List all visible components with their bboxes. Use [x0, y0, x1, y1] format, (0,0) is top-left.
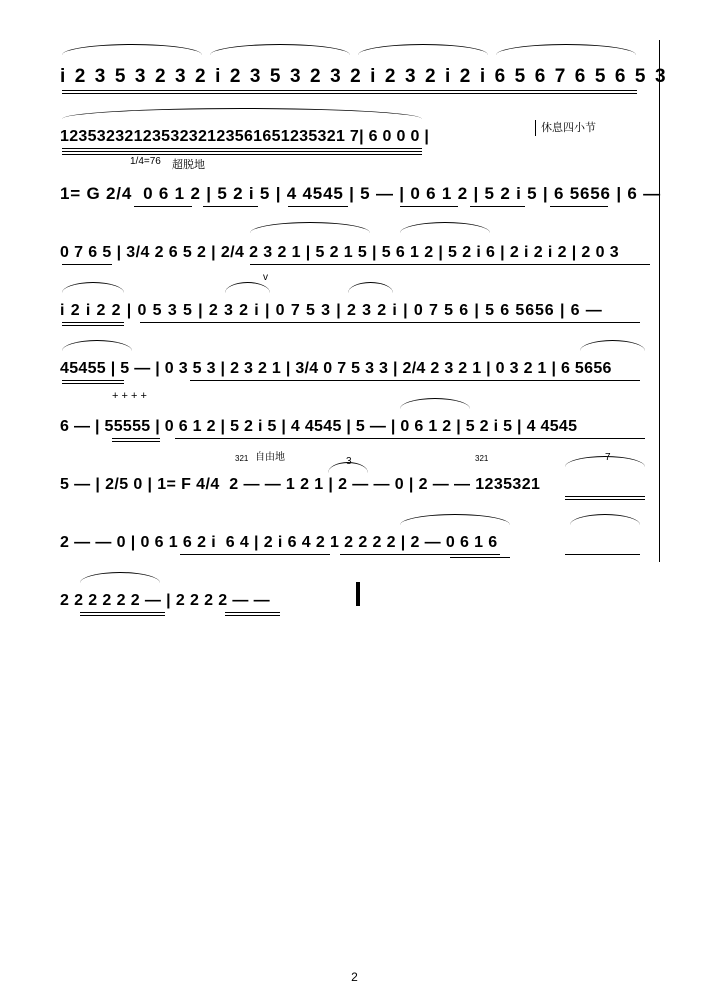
staff-line-7 — [60, 388, 660, 446]
slur — [565, 456, 645, 467]
slur — [400, 514, 510, 525]
notation-line: 1= G 2/4 0 6 1 2 | 5 2 i 5 | 4 4545 | 5 — | 0 6 1 2 | 5 2 i 5 | 6 5656 | 6 — — [60, 184, 661, 203]
staff-line-4 — [60, 214, 660, 272]
slur — [250, 222, 370, 233]
slur — [348, 282, 393, 293]
beam-line — [62, 90, 637, 91]
page-number: 2 — [351, 970, 358, 984]
notation-line: i 2 i 2 2 | 0 5 3 5 | 2 3 2 i | 0 7 5 3 | 2 3 2 i | 0 7 5 6 | 5 6 5656 | 6 — — [60, 302, 603, 319]
staff-line-6 — [60, 330, 660, 388]
beam-line — [565, 554, 640, 555]
notation-line: 45455 | 5 — | 0 3 5 3 | 2 3 2 1 | 3/4 0 7 5 3 3 | 2/4 2 3 2 1 | 0 3 2 1 | 6 5656 — [60, 360, 612, 377]
notation-line: 5 — | 2/5 0 | 1= F 4/4 2 — — 1 2 1 | 2 — — 0 | 2 — — 1235321 — [60, 476, 541, 493]
beam-line — [140, 322, 640, 323]
slur — [80, 572, 160, 583]
beam-line — [80, 615, 165, 616]
slur — [62, 44, 202, 55]
slur — [358, 44, 488, 55]
beam-line — [565, 499, 645, 500]
beam-line — [400, 206, 458, 207]
staff-line-3 — [60, 156, 660, 214]
beam-line — [180, 554, 330, 555]
beam-line — [225, 612, 280, 613]
tempo-marking: 1/4=76 — [130, 156, 161, 167]
beam-line — [175, 438, 645, 439]
beam-line — [62, 383, 124, 384]
slur — [400, 398, 470, 409]
staff-line-10 — [60, 562, 660, 620]
beam-line — [62, 380, 124, 381]
rest-bars-note: 休息四小节 — [535, 120, 596, 136]
staff-line-8 — [60, 446, 660, 504]
slur — [496, 44, 636, 55]
beam-line — [450, 557, 510, 558]
beam-line — [62, 264, 112, 265]
staff-line-1 — [60, 40, 668, 98]
slur — [580, 340, 645, 351]
beam-line — [62, 154, 422, 155]
notation-line: 2 — — 0 | 0 6 1 6 2 i 6 4 | 2 i 6 4 2 1 2 2 2 2 | 2 — 0 6 1 6 — [60, 534, 498, 551]
beam-line — [565, 496, 645, 497]
jianpu-score — [60, 40, 668, 620]
grace-note: 321 — [235, 454, 249, 463]
grace-note: 321 — [475, 454, 489, 463]
notation-line: 0 7 6 5 | 3/4 2 6 5 2 | 2/4 2 3 2 1 | 5 2 1 5 | 5 6 1 2 | 5 2 i 6 | 2 i 2 i 2 | 2 0 3 — [60, 244, 620, 261]
triplet-mark: 3 — [346, 456, 352, 467]
notation-line: 2 2 2 2 2 2 — | 2 2 2 2 — — — [60, 592, 271, 609]
slur — [328, 462, 368, 473]
staff-line-2 — [60, 98, 660, 156]
ornament-mark: + + + + — [112, 390, 147, 402]
beam-line — [288, 206, 348, 207]
beam-line — [203, 206, 258, 207]
beam-line — [62, 151, 422, 152]
free-tempo-marking: 自由地 — [255, 452, 285, 463]
beam-line — [470, 206, 525, 207]
beam-line — [62, 322, 124, 323]
final-barline — [356, 582, 360, 606]
slur — [570, 514, 640, 525]
slur — [400, 222, 490, 233]
beam-line — [112, 441, 160, 442]
beam-line — [134, 206, 192, 207]
notation-line: 6 — | 55555 | 0 6 1 2 | 5 2 i 5 | 4 4545 | 5 — | 0 6 1 2 | 5 2 i 5 | 4 4545 — [60, 418, 578, 435]
beam-line — [225, 615, 280, 616]
beam-line — [250, 264, 650, 265]
beam-line — [112, 438, 160, 439]
expression-marking: 超脱地 — [172, 159, 205, 171]
septuplet-mark: 7 — [605, 452, 611, 463]
bowing-mark: v — [263, 272, 268, 283]
notation-line: 1235323212353232123561651235321 7| 6 0 0 0 | — [60, 128, 430, 145]
beam-line — [340, 554, 500, 555]
beam-line — [80, 612, 165, 613]
beam-line — [62, 325, 124, 326]
slur — [225, 282, 270, 293]
slur — [62, 108, 422, 119]
slur — [210, 44, 350, 55]
slur — [62, 340, 132, 351]
staff-line-9 — [60, 504, 660, 562]
beam-line — [62, 93, 637, 94]
notation-line: i 2 3 5 3 2 3 2 i 2 3 5 3 2 3 2 i 2 3 2 i 2 i 6 5 6 7 6 5 6 5 3 — [60, 66, 668, 87]
slur — [62, 282, 124, 293]
staff-line-5 — [60, 272, 660, 330]
beam-line — [62, 148, 422, 149]
beam-line — [550, 206, 608, 207]
beam-line — [190, 380, 640, 381]
